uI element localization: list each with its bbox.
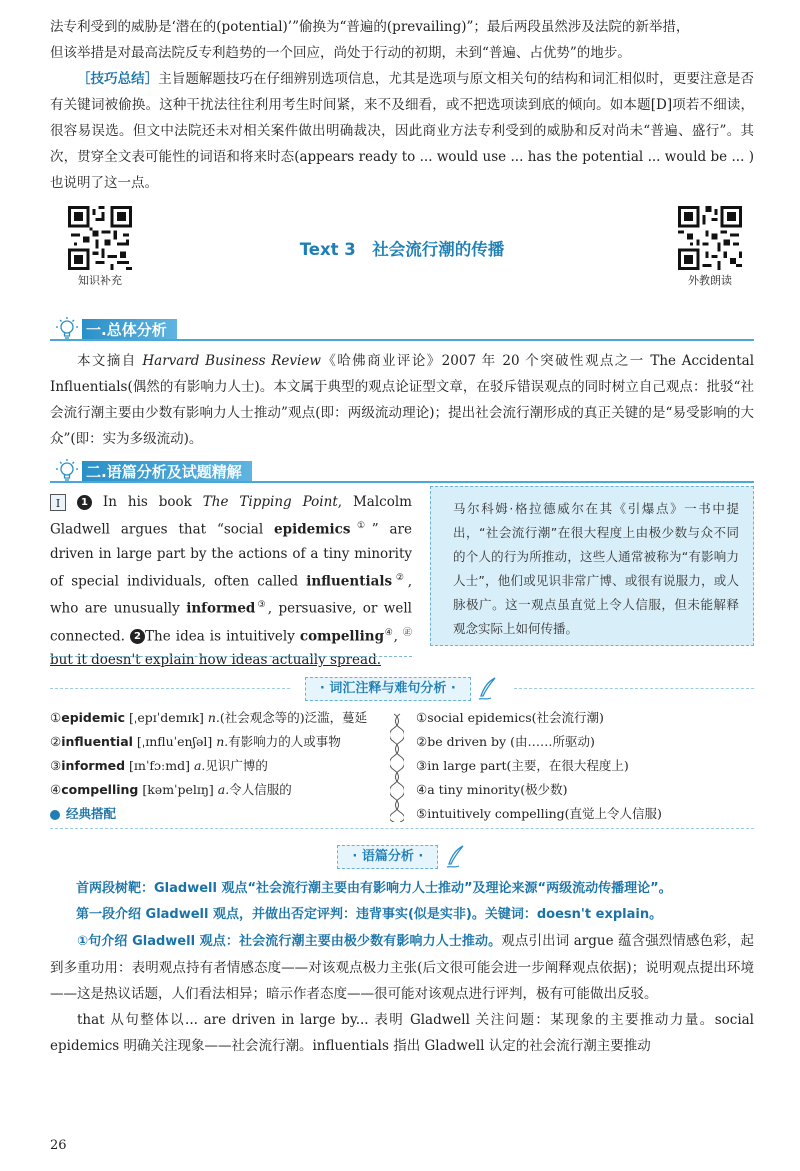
header-rule-left — [50, 688, 290, 689]
collocation-item: ③in large part(主要，在很大程度上) — [416, 758, 629, 773]
sentence-number-2: 2 — [130, 629, 145, 644]
overview-text-a: 本文摘自 — [77, 353, 137, 369]
entry-pos: n. — [207, 710, 220, 725]
translation-box: 马尔科姆·格拉德威尔在其《引爆点》一书中提出，“社会流行潮”在很大程度上由极少数与众不同的个人的行为所推动，这些人通常被称为“有影响力人士”，他们或见识非常广博、或很有说服力，或人脉极广。这一观点虽直觉上令人信服，但未能解释观念实际上如何传播。 — [430, 486, 754, 646]
passage-text: ” are driven in large part by the actions of a tiny minority of special individuals, often called — [50, 521, 412, 589]
overview-paragraph — [50, 348, 754, 452]
collocation-label: 经典搭配 — [66, 806, 117, 821]
entry-number: ② — [50, 734, 62, 749]
section-divider — [50, 481, 754, 483]
passage-text: In his book — [102, 494, 203, 510]
passage-text: , persuasive, or well connected. — [50, 600, 412, 644]
analysis-header-label: · 语篇分析 · — [337, 845, 438, 869]
text3-header — [50, 206, 754, 314]
analysis-paragraph-2: that 从句整体以... are driven in large by... 表明 Gladwell 关注问题：某现象的主要推动力量。social epidemics 明确关注现象——社会流行潮。influentials 指出 Gladwell 认定的社会流行潮主要推动 — [50, 1012, 754, 1054]
section-header-discourse — [50, 458, 754, 486]
bullet-dot-icon — [50, 810, 60, 820]
vocab-divider — [50, 828, 754, 829]
entry-pron: [kəmˈpelɪŋ] — [138, 782, 218, 797]
collocation-item: ②be driven by (由……所驱动) — [416, 734, 595, 749]
entry-word: informed — [61, 758, 126, 773]
book-title: The Tipping Point — [202, 494, 338, 510]
tip-text: 主旨题解题技巧在仔细辨别选项信息，尤其是选项与原文相关句的结构和词汇相似时，更要注意是否有关键词被偷换。这种干扰法往往利用考生时间紧，来不及细看，或不把选项读到底的倾向。如本题[D]项若不细读，很容易误选。但文中法院还未对相关案件做出明确裁决，因此商业方法专利受到的威胁和反对尚未“普遍、盛行”。其次，贯穿全文表可能性的词语和将来时态(appears ready to ... would use ... has the potential ... would be ... )也说明了这一点。 — [50, 71, 755, 191]
key-sentence-mark: ㊣ — [402, 627, 412, 638]
overview-text-b: 《哈佛商业评论》2007 年 20 个突破性观点之一 The Accidental Influentials(偶然的有影响力人士)。本文属于典型的观点论证型文章，在驳斥错误观点的同时树立自己观点：批驳“社会流行潮主要由少数有影响力人士推动”观点(即：两级流动理论)；提出社会流行潮形成的真正关键的是“易受影响的大众”(即：实为多级流动)。 — [50, 353, 755, 447]
footnote-mark: ④ — [384, 627, 394, 638]
collocation-list — [416, 706, 756, 826]
section-title-overview: 一.总体分析 — [82, 319, 177, 341]
top-line-2: 但该举措是对最高法院反专利趋势的一个回应，尚处于行动的初期，未到“普遍、占优势”的地步。 — [50, 45, 631, 61]
chain-divider-icon — [390, 712, 404, 822]
analysis-paragraph-1 — [50, 928, 754, 1007]
passage-block — [50, 490, 754, 672]
tip-paragraph — [50, 66, 754, 196]
tip-label: ［技巧总结］ — [77, 71, 159, 87]
entry-def: 令人信服的 — [229, 782, 292, 797]
qr-caption-right: 外教朗读 — [688, 274, 732, 287]
collocation-item: ⑤intuitively compelling(直觉上令人信服) — [416, 806, 662, 821]
vocab-entry — [50, 730, 380, 754]
footnote-mark: ① — [350, 521, 372, 531]
entry-pron: [ɪnˈfɔːmd] — [125, 758, 194, 773]
entry-number: ④ — [50, 782, 62, 797]
qr-code-icon — [678, 206, 742, 270]
analysis-header — [50, 844, 754, 874]
footnote-mark: ② — [392, 572, 408, 583]
section-title-discourse: 二.语篇分析及试题精解 — [82, 461, 252, 483]
quill-pen-icon — [443, 844, 467, 870]
paragraph-marker: I — [50, 494, 66, 511]
analysis-text: 观点引出词 argue 蕴含强烈情感色彩，起到多重功用：表明观点持有者情感态度——对该观点极力主张(后文很可能会进一步阐释观点依据)；说明观点提出环境——这是热议话题，人们看法相异；暗示作者态度——很可能对该观点进行评判，极有可能做出反驳。 — [50, 933, 754, 1002]
vocab-word: informed — [186, 600, 256, 617]
underlined-key-sentence: but it doesn't explain how ideas actually spread. — [50, 652, 382, 668]
page-number: 26 — [50, 1138, 67, 1153]
passage-text: , Malcolm Gladwell argues that “social — [50, 494, 412, 538]
vocab-word: epidemics — [274, 521, 351, 538]
entry-pos: a. — [193, 758, 206, 773]
section-header-overview — [50, 316, 754, 344]
passage-text: The idea is intuitively — [145, 628, 300, 644]
vocab-word: influentials — [306, 573, 393, 589]
collocation-label-row — [50, 802, 380, 826]
collocation-item: ④a tiny minority(极少数) — [416, 782, 568, 797]
vocab-word: compelling — [299, 628, 385, 644]
overview-journal-title: Harvard Business Review — [142, 353, 321, 369]
analysis-key-point: ①句介绍 Gladwell 观点：社会流行潮主要由极少数有影响力人士推动。 — [77, 934, 502, 949]
entry-word: compelling — [61, 782, 139, 797]
footnote-mark: ③ — [255, 600, 268, 610]
section-divider — [50, 339, 754, 341]
quill-pen-icon — [475, 676, 499, 702]
entry-number: ③ — [50, 758, 62, 773]
passage-divider — [50, 656, 412, 657]
vocab-entry — [50, 706, 380, 730]
entry-def: 见识广博的 — [205, 758, 268, 773]
vocab-header — [50, 676, 754, 706]
collocation-item: ①social epidemics(社会流行潮) — [416, 710, 604, 725]
qr-caption-left: 知识补充 — [78, 274, 122, 287]
header-rule-right — [514, 688, 754, 689]
analysis-summary-1: 首两段树靶：Gladwell 观点“社会流行潮主要由有影响力人士推动”及理论来源“两级流动传播理论”。 — [76, 881, 672, 896]
vocab-table — [50, 706, 754, 824]
entry-def: 有影响力的人或事物 — [228, 734, 341, 749]
vocab-entry — [50, 754, 380, 778]
entry-pos: n. — [216, 734, 229, 749]
entry-pron: [ˌepɪˈdemɪk] — [125, 710, 208, 725]
passage-text: , who are unusually — [50, 573, 412, 617]
entry-pos: a. — [217, 782, 230, 797]
analysis-summary-2: 第一段介绍 Gladwell 观点，并做出否定评判：违背事实(似是实非)。关键词：doesn't explain。 — [76, 907, 663, 922]
qr-code-reading[interactable] — [674, 206, 746, 288]
top-line-1: 法专利受到的威胁是‘潜在的(potential)’”偷换为“普遍的(prevailing)”；最后两段虽然涉及法院的新举措， — [50, 19, 690, 35]
vocab-entry — [50, 778, 380, 802]
entry-def: (社会观念等的)泛滥，蔓延 — [219, 710, 368, 725]
entry-pron: [ˌɪnfluˈenʃəl] — [132, 734, 217, 749]
entry-number: ① — [50, 710, 62, 725]
entry-word: influential — [61, 734, 133, 749]
text3-title: Text 3 社会流行潮的传播 — [299, 240, 505, 259]
entry-word: epidemic — [61, 710, 126, 725]
vocab-list — [50, 706, 380, 826]
sentence-number-1: 1 — [77, 495, 92, 510]
english-passage: I 1 In his book The Tipping Point, Malcolm Gladwell argues that “social epidemics①” are driven in large part by the actions of a tiny minority of special individuals, often called influentials②, who are unusually informed③, persuasive, or well connected. 2 The idea is intuitively compelling④, ㊣but it doesn't explain how ideas actually spread. — [50, 494, 412, 668]
analysis-section — [50, 876, 754, 1059]
vocab-header-label: · 词汇注释与难句分析 · — [305, 677, 471, 701]
